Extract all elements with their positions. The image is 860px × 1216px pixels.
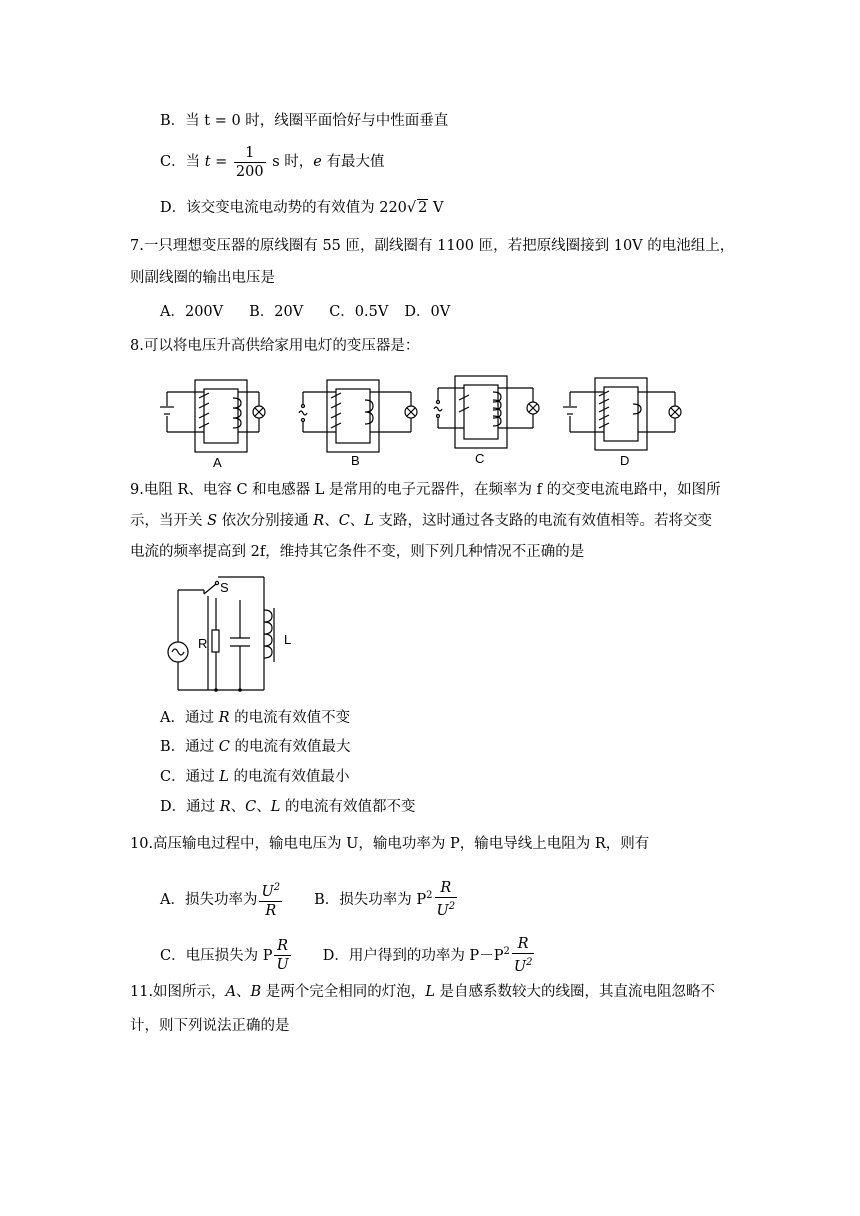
q6-c-eq: = <box>210 154 232 170</box>
q7-stem-line1: 7.一只理想变压器的原线圈有 55 匝，副线圈有 1100 匝，若把原线圈接到 10V 的电池组上， <box>130 238 735 254</box>
q9-d-r: R <box>219 799 231 815</box>
q6-c-den: 200 <box>235 163 264 180</box>
q9-b-post: 的电流有效值最大 <box>229 739 351 755</box>
q10-d-pre: D．用户得到的功率为 P－P <box>322 947 504 964</box>
q9-circuit-figure <box>160 570 310 695</box>
transformer-c <box>434 376 539 448</box>
q9-l2-c: C <box>338 513 350 529</box>
q9-fig-label-r: R <box>198 636 208 651</box>
q9-c-pre: C．通过 <box>160 769 220 785</box>
q10-d-num: R <box>512 935 535 954</box>
q9-a-post: 的电流有效值不变 <box>229 710 351 726</box>
q9-l2-c1: 、 <box>324 513 339 529</box>
q6-c-post: s 时， <box>267 154 314 170</box>
q9-stem-line2 <box>130 511 712 531</box>
q6-d-prefix: D．该交变电流电动势的有效值为 220 <box>160 200 407 216</box>
q11-stem-line2: 计，则下列说法正确的是 <box>130 1018 290 1034</box>
q6-c-e: e <box>313 154 322 170</box>
q9-l2-s: S <box>207 513 218 529</box>
q9-fig-label-s: S <box>220 580 229 595</box>
q10-b-den-sup: 2 <box>448 901 456 913</box>
q11-l1-b: B <box>250 984 262 1000</box>
q7-option-c: C．0.5V <box>329 304 389 320</box>
q9-a-pre: A．通过 <box>160 710 219 726</box>
q8-label-d: D <box>620 453 630 468</box>
q8-label-b: B <box>351 453 360 468</box>
q9-d-s1: 、 <box>230 799 246 815</box>
q9-l2-l: L <box>364 513 374 529</box>
q6-c-tail: 有最大值 <box>321 154 385 170</box>
q7-option-a: A．200V <box>160 304 224 320</box>
transformer-b <box>299 380 417 452</box>
q10-b-fraction <box>435 879 458 920</box>
q10-stem: 10.高压输电过程中，输电电压为 U，输电功率为 P，输电导线上电阻为 R，则有 <box>130 836 650 852</box>
q10-c-fraction <box>274 937 290 974</box>
q9-d-l: L <box>270 799 281 815</box>
q7-stem-line2: 则副线圈的输出电压是 <box>130 270 275 286</box>
q6-option-b: B．当 t = 0 时，线圈平面恰好与中性面垂直 <box>160 113 449 129</box>
q8-transformer-figure <box>155 368 705 472</box>
q10-options-ab <box>160 876 459 920</box>
q6-option-d <box>160 198 444 218</box>
q9-fig-label-l: L <box>284 632 292 647</box>
q9-l2-r: R <box>313 513 325 529</box>
q10-d-fraction <box>512 935 535 976</box>
q9-stem-line3: 电流的频率提高到 2f，维持其它条件不变，则下列几种情况不正确的是 <box>130 544 585 560</box>
q9-option-c <box>160 767 349 787</box>
sqrt-icon: √ <box>406 200 417 216</box>
q10-a-den: R <box>265 903 277 920</box>
q9-l2-mid: 依次分别接通 <box>217 513 314 529</box>
q6-option-c <box>160 142 384 182</box>
q11-l1-post: 是自感系数较大的线圈，其直流电阻忽略不 <box>434 984 716 1000</box>
q11-l1-mid: 是两个完全相同的灯泡， <box>261 984 426 1000</box>
q9-l2-post: 支路，这时通过各支路的电流有效值相等。若将交变 <box>373 513 713 529</box>
q7-options <box>160 302 450 322</box>
q9-d-s2: 、 <box>256 799 271 815</box>
q6-c-t: t <box>204 154 211 170</box>
q9-d-post: 的电流有效值都不变 <box>280 799 416 815</box>
q10-d-den: U <box>513 959 527 976</box>
q9-option-d <box>160 797 416 817</box>
q7-option-d: D．0V <box>404 304 451 320</box>
q8-label-c: C <box>475 451 485 466</box>
q9-l2-pre: 示，当开关 <box>130 513 208 529</box>
q10-b-den: U <box>436 903 449 920</box>
transformer-d <box>563 378 681 450</box>
q10-b-sup: 2 <box>426 890 433 901</box>
q9-d-c: C <box>245 799 257 815</box>
q10-a-pre: A．损失功率为 <box>160 891 258 908</box>
q9-c-var: L <box>219 769 229 785</box>
q9-b-var: C <box>218 739 230 755</box>
q10-c-den: U <box>276 957 289 974</box>
q7-option-b: B．20V <box>249 304 304 320</box>
q10-a-num: U <box>261 884 274 901</box>
q8-stem: 8.可以将电压升高供给家用电灯的变压器是： <box>130 338 420 354</box>
q10-b-pre: B．损失功率为 P <box>314 891 427 908</box>
q11-l1-a: A <box>225 984 237 1000</box>
q10-d-den-sup: 2 <box>526 957 533 969</box>
q8-label-a: A <box>213 455 222 470</box>
q10-a-num-sup: 2 <box>273 882 281 894</box>
q10-options-cd <box>160 932 536 976</box>
q9-option-a <box>160 708 350 728</box>
q11-l1-c: 、 <box>236 984 251 1000</box>
q9-l2-c2: 、 <box>349 513 365 529</box>
q11-l1-pre: 11.如图所示， <box>130 984 226 1000</box>
q11-l1-l: L <box>425 984 435 1000</box>
q9-d-pre: D．通过 <box>160 799 220 815</box>
q10-d-sup: 2 <box>503 946 510 957</box>
q6-c-fraction <box>234 144 266 181</box>
q9-a-var: R <box>218 710 230 726</box>
q6-c-prefix: C．当 <box>160 154 205 170</box>
q6-d-unit: V <box>428 200 444 216</box>
q6-c-num: 1 <box>234 144 266 163</box>
q11-stem-line1 <box>130 982 715 1002</box>
q9-c-post: 的电流有效值最小 <box>228 769 350 785</box>
q9-b-pre: B．通过 <box>160 739 219 755</box>
transformer-a <box>160 380 265 452</box>
q9-stem-line1: 9.电阻 R、电容 C 和电感器 L 是常用的电子元器件，在频率为 f 的交变电流电路中，如图所 <box>130 482 721 498</box>
q10-c-pre: C．电压损失为 P <box>160 947 273 964</box>
q10-c-num: R <box>274 937 290 956</box>
q9-option-b <box>160 737 350 757</box>
q10-a-fraction <box>259 879 282 920</box>
q10-b-num: R <box>435 879 458 898</box>
q6-d-radicand: 2 <box>418 200 428 216</box>
